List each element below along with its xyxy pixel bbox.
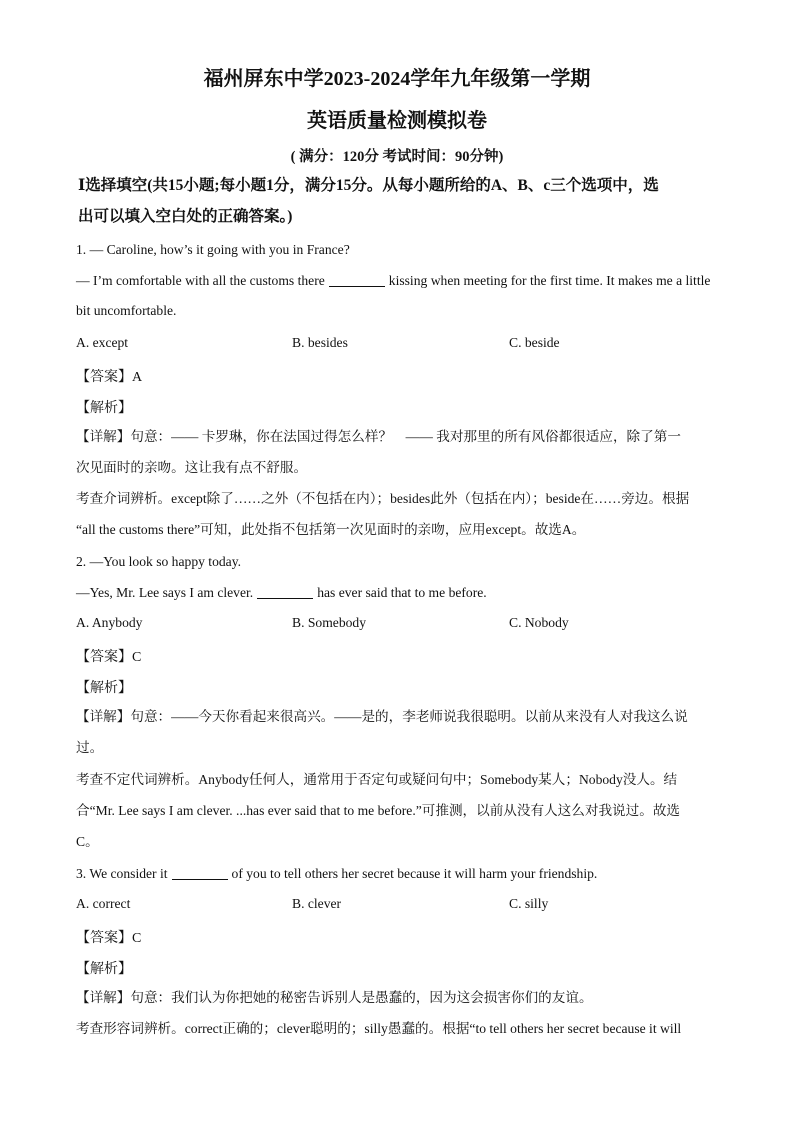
q1-option-b: B. besides [292, 335, 348, 350]
q2-detail-line2: 过。 [76, 740, 104, 755]
q2-blank [257, 585, 313, 599]
q3-option-c: C. silly [509, 896, 549, 911]
q2-line2-start: —Yes, Mr. Lee says I am clever. [76, 585, 254, 600]
q1-answer: 【答案】A [76, 370, 143, 385]
q2-line2-end: has ever said that to me before. [317, 585, 487, 600]
q1-detail-line3: 考查介词辨析。except除了……之外（不包括在内）；besides此外（包括在内）；beside在……旁边。根据 [76, 491, 690, 506]
q3-option-a: A. correct [76, 896, 131, 911]
q3-answer: 【答案】C [76, 931, 142, 946]
q1-line2-start: — I’m comfortable with all the customs there [76, 273, 325, 288]
q2-analysis-label: 【解析】 [76, 681, 132, 696]
q2-option-a: A. Anybody [76, 615, 143, 630]
q1-option-a: A. except [76, 335, 129, 350]
exam-title: 福州屏东中学2023-2024学年九年级第一学期 [203, 68, 591, 90]
q3-line1-start: 3. We consider it [76, 866, 168, 881]
q2-answer: 【答案】C [76, 650, 142, 665]
q1-detail-line2: 次见面时的亲吻。这让我有点不舒服。 [76, 460, 308, 475]
exam-subtitle: 英语质量检测模拟卷 [307, 110, 487, 132]
q1-line1: 1. — Caroline, how’s it going with you in France? [76, 242, 350, 257]
q1-detail-line4: “all the customs there”可知，此处指不包括第一次见面时的亲吻，应用except。故选A。 [76, 522, 586, 537]
q2-option-b: B. Somebody [292, 615, 367, 630]
q2-option-c: C. Nobody [509, 615, 569, 630]
q2-line2 [76, 584, 487, 602]
q3-blank [172, 866, 228, 880]
q1-line2-end: kissing when meeting for the first time. It makes me a little [388, 273, 711, 288]
q1-blank [329, 273, 385, 287]
q1-analysis-label: 【解析】 [76, 401, 132, 416]
q3-option-b: B. clever [292, 896, 342, 911]
q3-line1-end: of you to tell others her secret because it will harm your friendship. [231, 866, 598, 881]
q1-option-c: C. beside [509, 335, 560, 350]
section-instruction-line2: 出可以填入空白处的正确答案。) [78, 208, 293, 225]
q2-detail-line3: 考查不定代词辨析。Anybody任何人，通常用于否定句或疑问句中；Somebody某人；Nobody没人。结 [76, 772, 678, 787]
q2-line1: 2. —You look so happy today. [76, 554, 242, 569]
q3-detail-line1: 【详解】句意：我们认为你把她的秘密告诉别人是愚蠢的，因为这会损害你们的友谊。 [76, 990, 593, 1005]
q1-line3: bit uncomfortable. [76, 303, 177, 318]
q2-detail-line4: 合“Mr. Lee says I am clever. ...has ever said that to me before.”可推测，以前从没有人这么对我说过。故选 [76, 803, 681, 818]
q1-detail-line1: 【详解】句意：—— 卡罗琳，你在法国过得怎么样？ —— 我对那里的所有风俗都很适应，除了第一 [76, 429, 681, 444]
q2-detail-line1: 【详解】句意：——今天你看起来很高兴。——是的，李老师说我很聪明。以前从来没有人对我这么说 [76, 709, 688, 724]
q3-analysis-label: 【解析】 [76, 962, 132, 977]
q3-line1 [76, 865, 597, 883]
q1-line2 [76, 272, 710, 290]
exam-score-time: ( 满分：120分 考试时间：90分钟) [290, 149, 504, 165]
q2-detail-line5: C。 [76, 834, 99, 849]
q3-detail-line2: 考查形容词辨析。correct正确的；clever聪明的；silly愚蠢的。根据“to tell others her secret because it will [76, 1021, 682, 1036]
section-instruction-line1: Ⅰ选择填空(共15小题;每小题1分，满分15分。从每小题所给的A、B、c三个选项中，选 [78, 177, 659, 194]
